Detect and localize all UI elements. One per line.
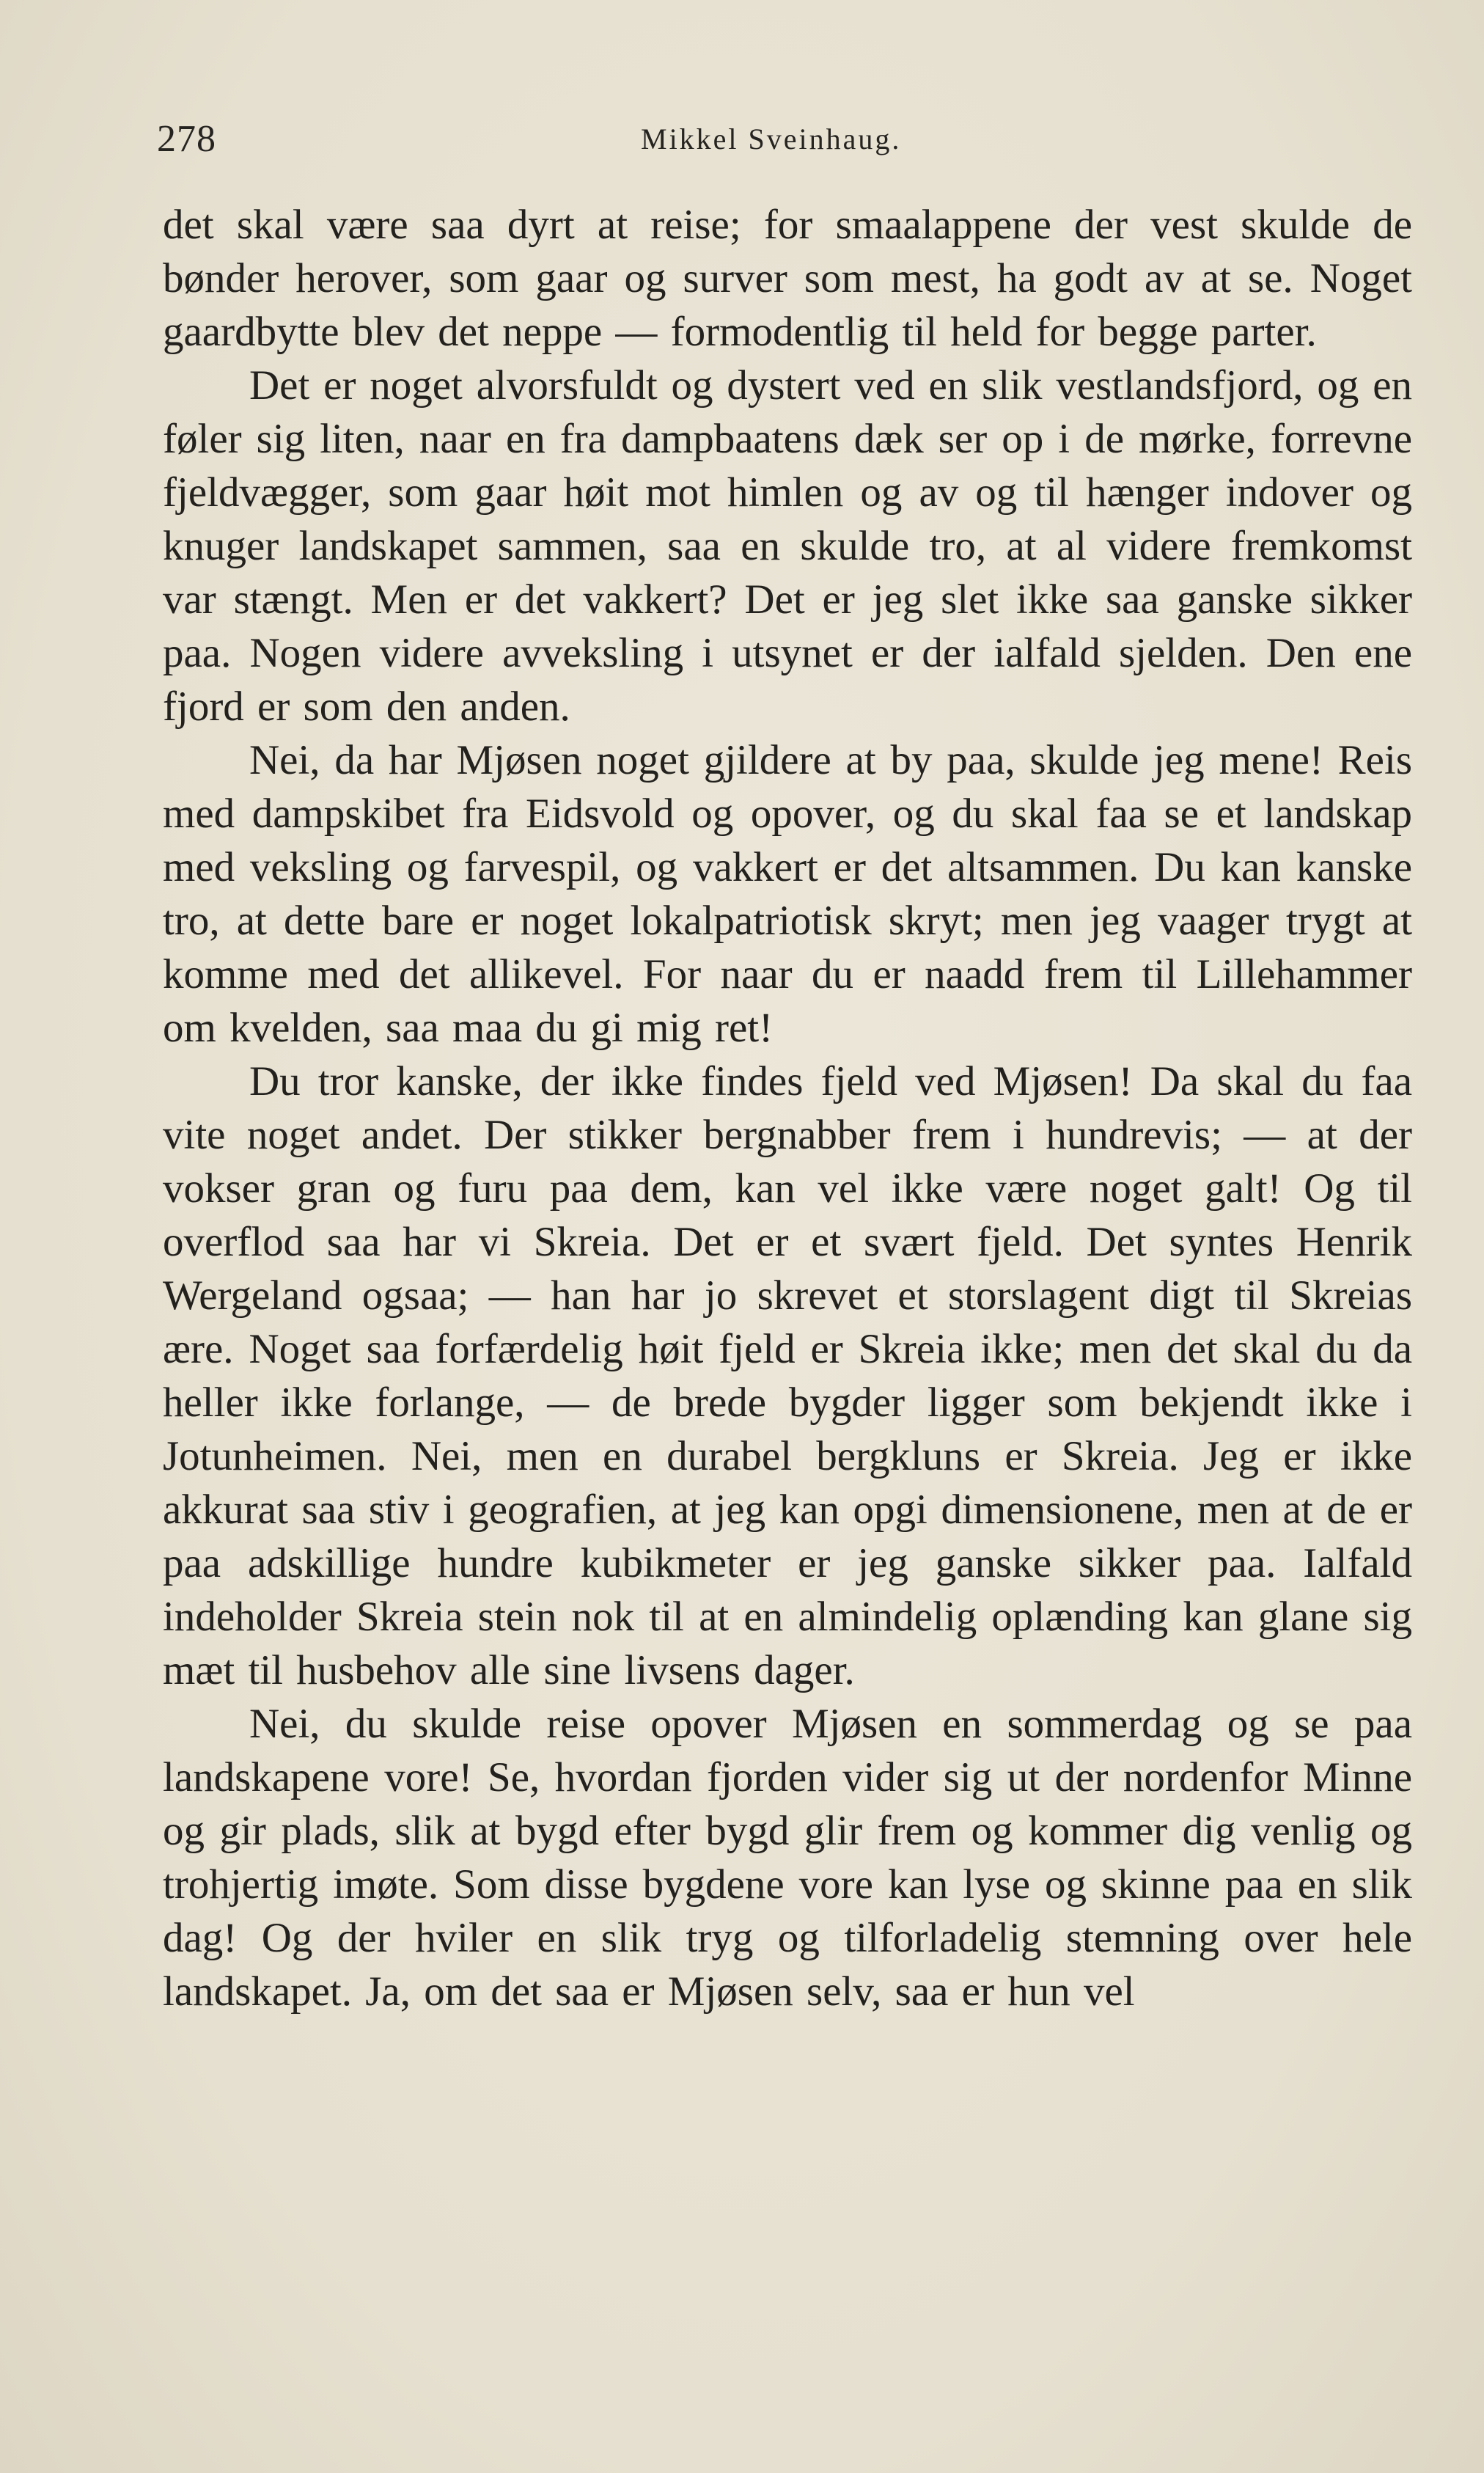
running-head: Mikkel Sveinhaug. <box>641 122 902 155</box>
page-number: 278 <box>157 118 216 160</box>
paragraph: Du tror kanske, der ikke findes fjeld ved Mjøsen! Da skal du faa vite noget andet. Der stikker bergnabber frem i hundrevis; — at der vokser gran og furu paa dem, kan vel ikke være noget galt! Og til overflod saa har vi Skreia. Det er et svært fjeld. Det syntes Henrik Wergeland ogsaa; — han har jo skrevet et storslagent digt til Skreias ære. Noget saa forfærdelig høit fjeld er Skreia ikke; men det skal du da heller ikke forlange, — de brede bygder ligger som bekjendt ikke i Jotunheimen. Nei, men en durabel bergkluns er Skreia. Jeg er ikke akkurat saa stiv i geografien, at jeg kan opgi dimensionene, men at de er paa adskillige hundre kubikmeter er jeg ganske sikker paa. Ialfald indeholder Skreia stein nok til at en almindelig oplænding kan glane sig mæt til husbehov alle sine livsens dager. <box>163 1058 1412 1693</box>
paragraph: Det er noget alvorsfuldt og dystert ved en slik vestlandsfjord, og en føler sig liten, naar en fra dampbaatens dæk ser op i de mørke, forrevne fjeldvægger, som gaar høit mot himlen og av og til hænger indover og knuger landskapet sammen, saa en skulde tro, at al videre fremkomst var stængt. Men er det vakkert? Det er jeg slet ikke saa ganske sikker paa. Nogen videre avveksling i utsynet er der ialfald sjelden. Den ene fjord er som den anden. <box>163 362 1412 730</box>
paragraph: Nei, du skulde reise opover Mjøsen en sommerdag og se paa landskapene vore! Se, hvordan fjorden vider sig ut der nordenfor Minne og gir plads, slik at bygd efter bygd glir frem og kommer dig venlig og trohjertig imøte. Som disse bygdene vore kan lyse og skinne paa en slik dag! Og der hviler en slik tryg og tilforladelig stemning over hele landskapet. Ja, om det saa er Mjøsen selv, saa er hun vel <box>163 1701 1412 2015</box>
paragraph: det skal være saa dyrt at reise; for smaalappene der vest skulde de bønder herover, som gaar og surver som mest, ha godt av at se. Noget gaardbytte blev det neppe — formodentlig til held for begge parter. <box>163 202 1412 355</box>
body-text <box>163 198 1412 2018</box>
page-header <box>157 117 1412 176</box>
paragraph: Nei, da har Mjøsen noget gjildere at by paa, skulde jeg mene! Reis med dampskibet fra Eidsvold og opover, og du skal faa se et landskap med veksling og farvespil, og vakkert er det altsammen. Du kan kanske tro, at dette bare er noget lokalpatriotisk skryt; men jeg vaager trygt at komme med det allikevel. For naar du er naadd frem til Lillehammer om kvelden, saa maa du gi mig ret! <box>163 737 1412 1051</box>
